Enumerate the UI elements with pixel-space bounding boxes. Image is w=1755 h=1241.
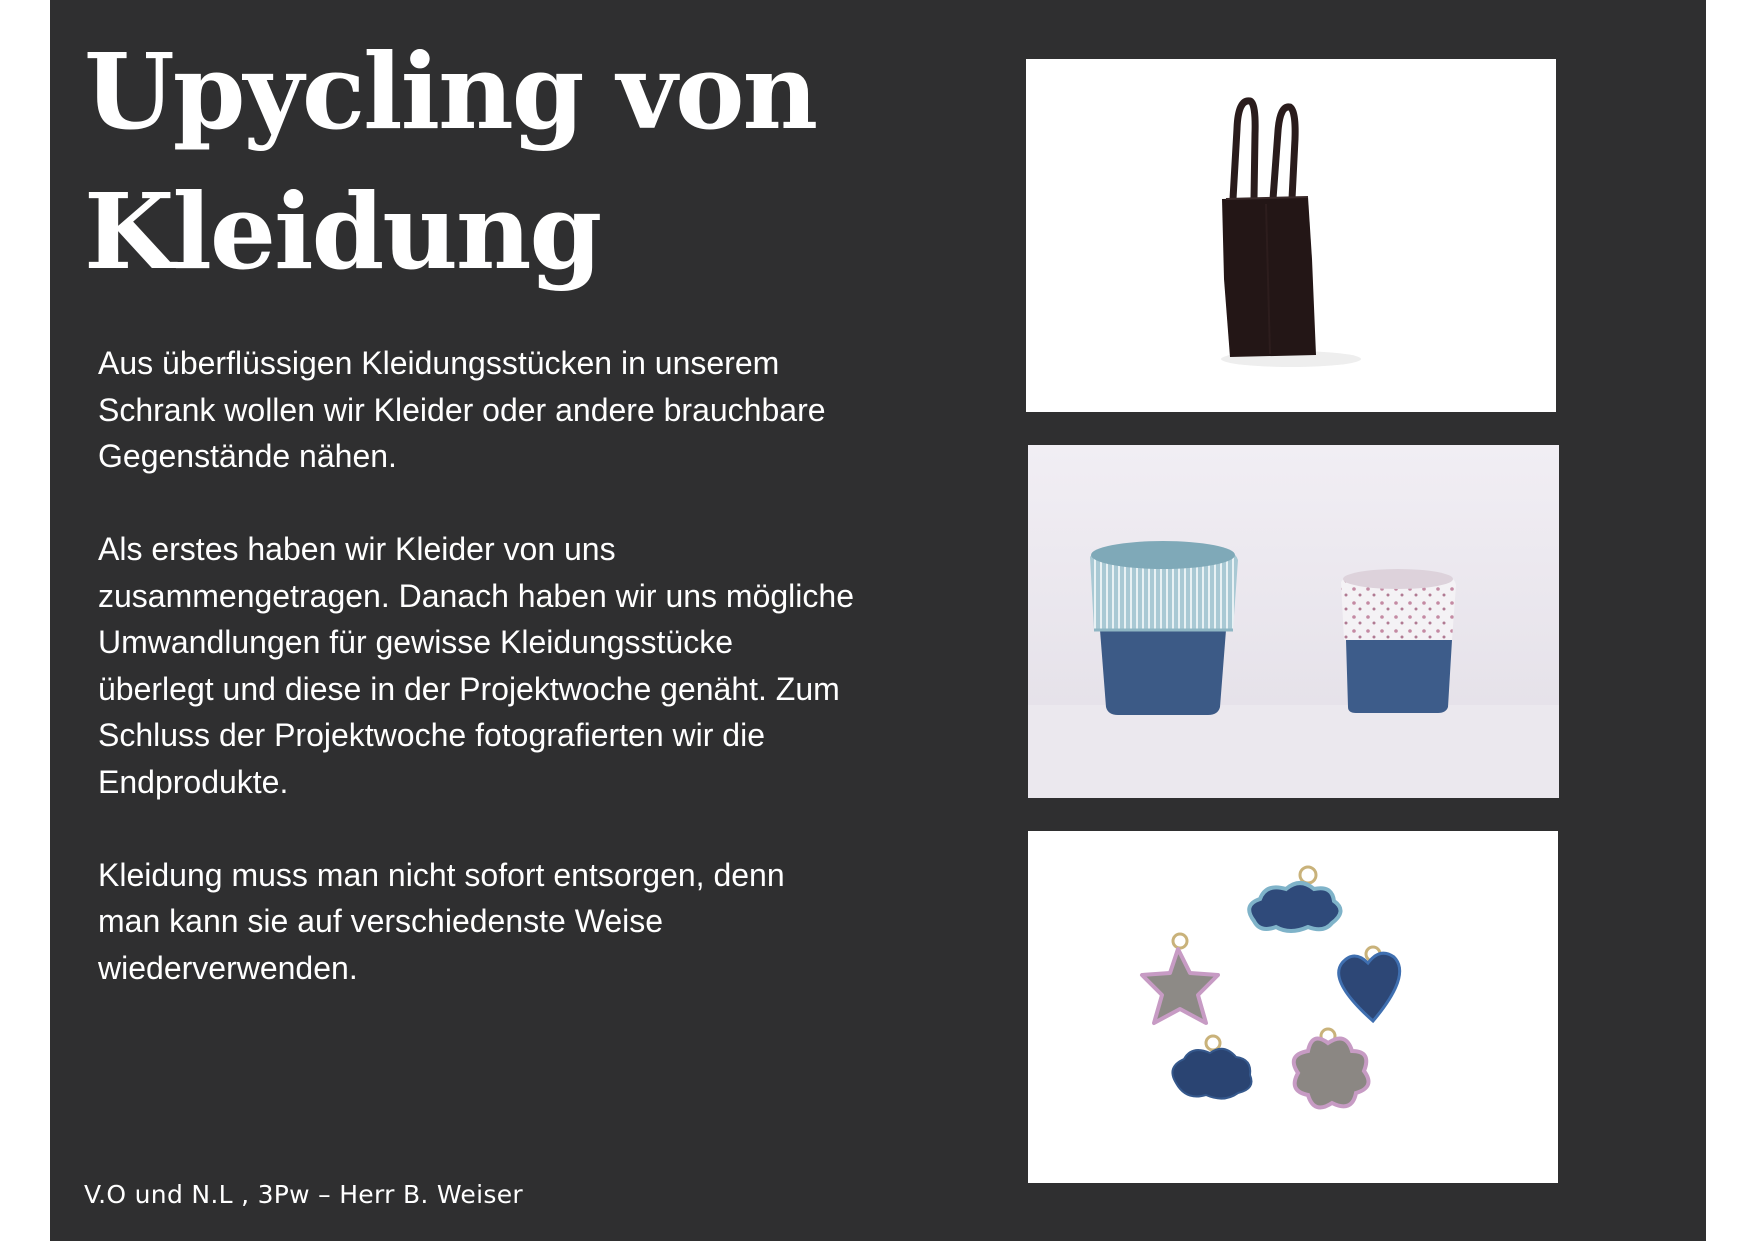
page-title [84, 22, 984, 302]
text-line: Endprodukte. [98, 763, 289, 800]
paragraph-conclusion [98, 852, 978, 992]
denim-keychains-photo [1028, 831, 1558, 1183]
text-line: Aus überflüssigen Kleidungsstücken in unserem [98, 345, 780, 381]
text-line: Gegenstände nähen. [98, 438, 397, 474]
tote-bag-illustration [1026, 59, 1556, 412]
poster-page [50, 0, 1706, 1241]
title-line: Upycling von [84, 30, 817, 153]
text-line: wiederverwenden. [98, 949, 358, 986]
footer-credits: V.O und N.L , 3Pw – Herr B. Weiser [84, 1180, 523, 1209]
tote-bag-photo [1026, 59, 1556, 412]
paragraph-intro [98, 340, 978, 480]
denim-keychains-illustration [1028, 831, 1558, 1183]
paragraph-process [98, 526, 978, 805]
text-line: man kann sie auf verschiedenste Weise [98, 903, 664, 939]
text-line: Umwandlungen für gewisse Kleidungsstücke [98, 624, 734, 660]
text-line: überlegt und diese in der Projektwoche genäht. Zum [98, 670, 840, 707]
text-line: Kleidung muss man nicht sofort entsorgen, denn [98, 856, 785, 893]
text-line: Schrank wollen wir Kleider oder andere brauchbare [98, 391, 826, 428]
text-line: zusammengetragen. Danach haben wir uns mögliche [98, 577, 854, 614]
title-line: Kleidung [84, 170, 601, 293]
text-line: Schluss der Projektwoche fotografierten wir die [98, 717, 765, 753]
denim-baskets-photo [1028, 445, 1559, 798]
body-text [98, 340, 978, 1038]
denim-baskets-illustration [1028, 445, 1559, 798]
text-line: Als erstes haben wir Kleider von uns [98, 531, 616, 567]
